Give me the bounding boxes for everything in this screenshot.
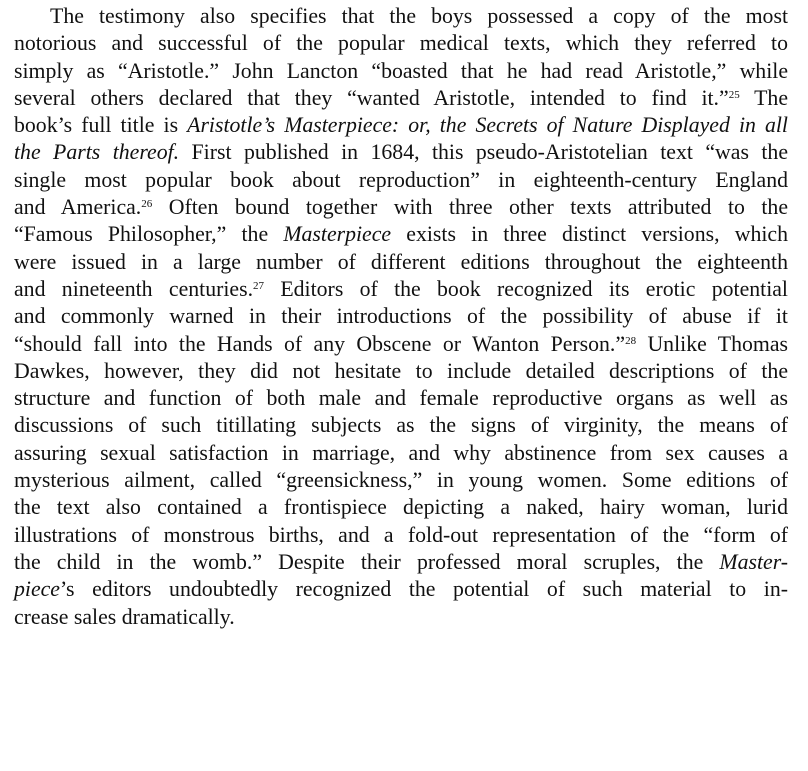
footnote-marker: 25: [728, 88, 740, 101]
text-segment: and America.: [14, 195, 142, 220]
italic-text-segment: piece: [14, 577, 60, 602]
text-segment: the child in the womb.” Despite their professed moral scruples, the: [14, 549, 720, 574]
text-line: [14, 549, 788, 576]
text-segment: Unlike Thomas: [636, 331, 788, 356]
text-line: [14, 576, 788, 603]
text-segment: book’s full title is: [14, 113, 188, 138]
text-segment: “should fall into the Hands of any Obscene or Wanton Person.”: [14, 331, 626, 356]
text-line: [14, 58, 788, 85]
text-line: [14, 30, 788, 57]
footnote-marker: 27: [253, 279, 265, 292]
text-segment: notorious and successful of the popular medical texts, which they referred to: [14, 31, 788, 56]
text-line: [14, 167, 788, 194]
text-line: [14, 467, 788, 494]
text-segment: were issued in a large number of different editions throughout the eighteenth: [14, 249, 788, 274]
text-line: [14, 358, 788, 385]
text-segment: the text also contained a frontispiece depicting a naked, hairy woman, lurid: [14, 495, 788, 520]
italic-text-segment: Master-: [719, 549, 788, 574]
text-segment: and commonly warned in their introductions of the possibility of abuse if it: [14, 304, 788, 329]
text-segment: simply as “Aristotle.” John Lancton “boasted that he had read Aristotle,” while: [14, 58, 788, 83]
text-line: [14, 522, 788, 549]
italic-text-segment: Masterpiece: [283, 222, 392, 247]
text-segment: The: [739, 85, 788, 110]
text-segment: ’s editors undoubtedly recognized the potential of such material to in-: [59, 577, 788, 602]
text-segment: single most popular book about reproduction” in eighteenth-century England: [14, 167, 788, 192]
text-line: [14, 276, 788, 303]
text-segment: Dawkes, however, they did not hesitate to include detailed descriptions of the: [14, 358, 788, 383]
text-segment: illustrations of monstrous births, and a fold-out representation of the “form of: [14, 522, 788, 547]
text-segment: The testimony also specifies that the boys possessed a copy of the most: [50, 4, 788, 28]
footnote-marker: 26: [141, 197, 153, 210]
text-line: [14, 494, 788, 521]
text-segment: structure and function of both male and female reproductive organs as well as: [14, 386, 788, 411]
text-line: [14, 440, 788, 467]
text-segment: discussions of such titillating subjects as the signs of virginity, the means of: [14, 413, 788, 438]
text-segment: “Famous Philosopher,” the: [14, 222, 284, 247]
text-segment: several others declared that they “wanted Aristotle, intended to find it.”: [14, 85, 729, 110]
text-line: [14, 604, 788, 631]
text-line: [14, 3, 788, 30]
text-line: [14, 85, 788, 112]
text-segment: First published in 1684, this pseudo-Aristotelian text “was the: [179, 140, 788, 165]
text-line: [14, 303, 788, 330]
text-segment: and nineteenth centuries.: [14, 276, 254, 301]
footnote-marker: 28: [625, 334, 637, 347]
text-line: [14, 194, 788, 221]
text-segment: exists in three distinct versions, which: [391, 222, 789, 247]
text-line: [14, 331, 788, 358]
text-segment: Often bound together with three other texts attributed to the: [152, 195, 789, 220]
text-line: [14, 249, 788, 276]
text-line: [14, 112, 788, 139]
text-line: [14, 385, 788, 412]
italic-text-segment: the Parts thereof.: [14, 140, 180, 165]
body-paragraph: [14, 3, 788, 631]
text-line: [14, 221, 788, 248]
text-segment: assuring sexual satisfaction in marriage, and why abstinence from sex causes a: [14, 440, 788, 465]
text-line: [14, 139, 788, 166]
text-segment: crease sales dramatically.: [14, 604, 235, 629]
text-segment: Editors of the book recognized its erotic potential: [264, 276, 788, 301]
text-segment: mysterious ailment, called “greensickness,” in young women. Some editions of: [14, 468, 788, 493]
text-line: [14, 412, 788, 439]
document-page: [14, 3, 788, 631]
italic-text-segment: Aristotle’s Masterpiece: or, the Secrets of Nature Displayed in all: [187, 113, 788, 138]
